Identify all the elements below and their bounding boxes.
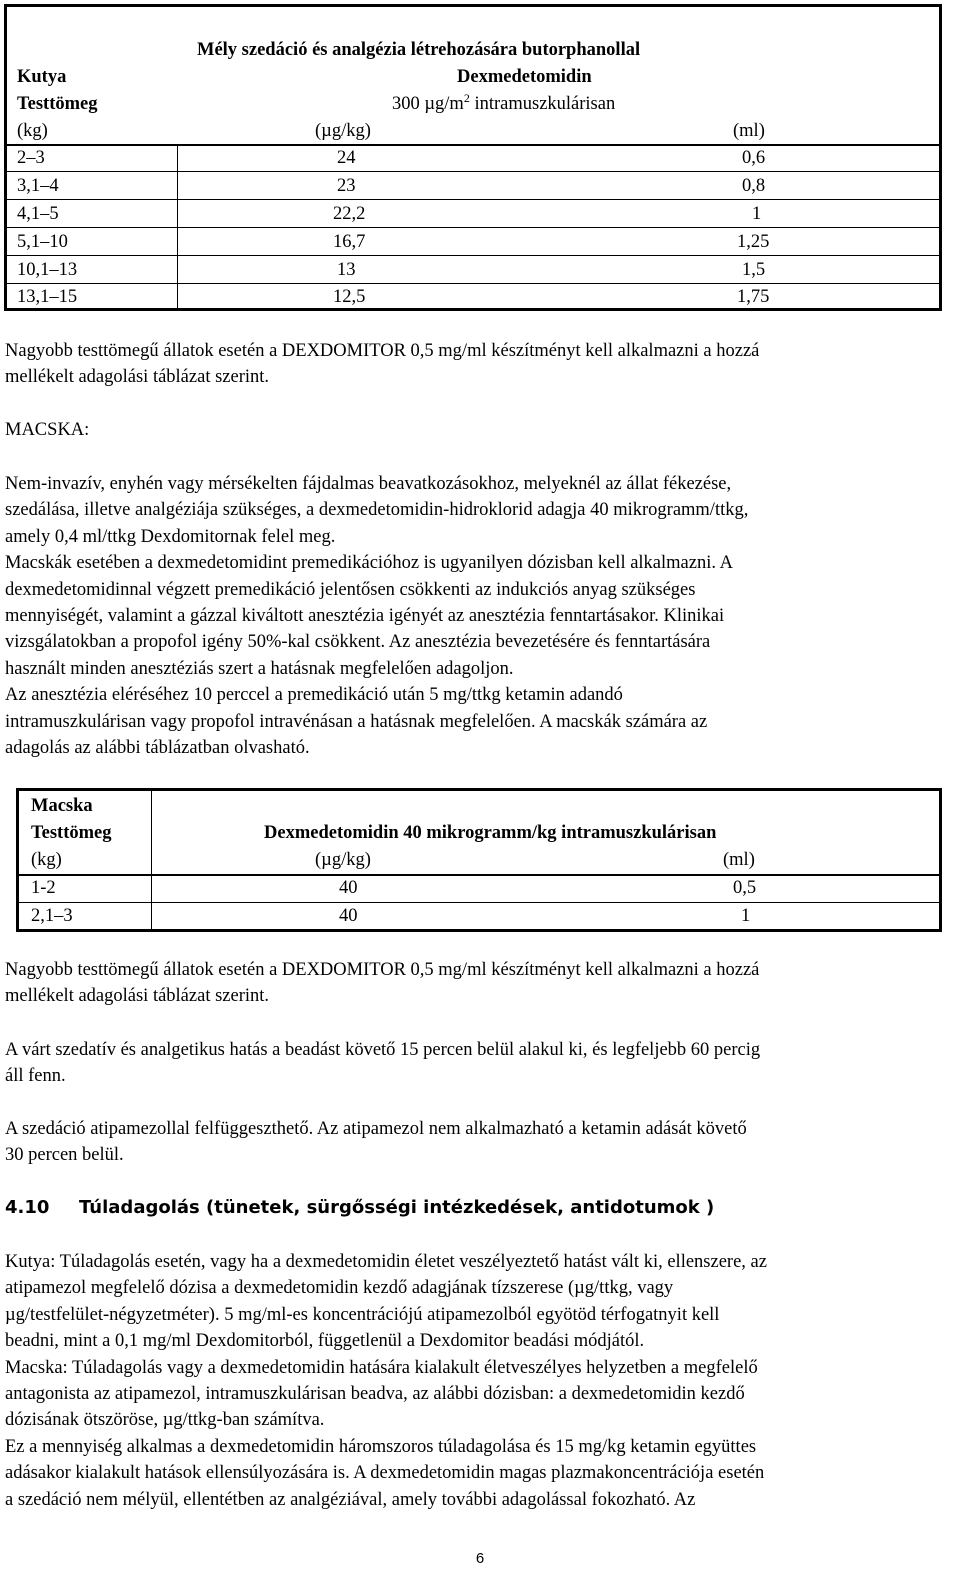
dog-row-dose: 22,2 <box>333 204 366 224</box>
dog-row-weight: 2–3 <box>17 148 45 168</box>
cat-dosage-table <box>16 788 942 932</box>
dog-unit-ml: (ml) <box>733 121 765 141</box>
cat-col2-header: Dexmedetomidin 40 mikrogramm/kg intramuszkulárisan <box>264 823 717 843</box>
cat-row-weight: 2,1–3 <box>31 906 73 926</box>
reversal-paragraph: A szedáció atipamezollal felfüggeszthető. Az atipamezol nem alkalmazható a ketamin adását követő 30 percen belül. <box>5 1119 747 1166</box>
dog-row-weight: 4,1–5 <box>17 204 59 224</box>
section-heading-4-10 <box>5 1197 714 1218</box>
cat-col1-header-1: Macska <box>31 796 93 816</box>
dog-row-volume: 0,6 <box>742 148 766 168</box>
dog-table-title: Mély szedáció és analgézia létrehozására butorphanollal <box>197 40 641 60</box>
dog-row-volume: 1 <box>752 204 762 224</box>
dog-col2-header-2: 300 $\mu g/m^2$ intramuszkulárisan <box>392 91 616 114</box>
dog-row-weight: 5,1–10 <box>17 232 68 252</box>
dog-dosage-table <box>4 4 942 311</box>
dog-row-volume: 1,5 <box>742 260 766 280</box>
page-number: 6 <box>475 1550 485 1567</box>
dog-col1-header-3: (kg) <box>17 121 48 141</box>
dog-row-volume: 1,25 <box>737 232 770 252</box>
dog-row-volume: 1,75 <box>737 287 770 307</box>
cat-row-volume: 1 <box>741 906 751 926</box>
dog-col1-header-2: Testtömeg <box>17 94 98 114</box>
dog-row-dose: 23 <box>337 176 356 196</box>
cat-row-volume: 0,5 <box>733 878 757 898</box>
cat-heading: MACSKA: <box>5 420 90 440</box>
cat-row-dose: 40 <box>339 878 358 898</box>
dog-row-dose: 12,5 <box>333 287 366 307</box>
dog-row-weight: 13,1–15 <box>17 287 78 307</box>
cat-unit-ml: (ml) <box>723 850 755 870</box>
dog-col2-header-1: Dexmedetomidin <box>457 67 592 87</box>
cat-large-weight-note: Nagyobb testtömegű állatok esetén a DEXDOMITOR 0,5 mg/ml készítményt kell alkalmazni a hozzá mellékelt adagolási táblázat szerint. <box>5 960 760 1007</box>
cat-unit-ugkg: (µg/kg) <box>315 850 371 870</box>
dog-row-volume: 0,8 <box>742 176 766 196</box>
overdose-paragraph: Kutya: Túladagolás esetén, vagy ha a dexmedetomidin életet veszélyeztető hatást vált ki, ellenszere, az atipamezol megfelelő dózisa a dexmedetomidin kezdő adagjának tízszerese (µg/ttkg, vagy µg/testfelület-négyzetméter). 5 mg/ml-es koncentrációjú atipamezolból egyötöd térfogatnyit kell beadni, mint a 0,1 mg/ml Dexdomitorból, függetlenül a Dexdomitor beadási módjától. Macska: Túladagolás vagy a dexmedetomidin hatására kialakult életveszélyes helyzetben a megfelelő antagonista az atipamezol, intramuszkulárisan beadva, az alábbi dózisban: a dexmedetomidin kezdő dózisának ötszöröse, µg/ttkg-ban számítva. Ez a mennyiség alkalmas a dexmedetomidin háromszoros túladagolása és 15 mg/kg ketamin együttes adásakor kialakult hatások ellensúlyozására is. A dexmedetomidin magas plazmakoncentrációja esetén a szedáció nem mélyül, ellentétben az analgéziával, amely további adagolással fokozható. Az <box>5 1252 767 1510</box>
dog-large-weight-note: Nagyobb testtömegű állatok esetén a DEXDOMITOR 0,5 mg/ml készítményt kell alkalmazni a hozzá mellékelt adagolási táblázat szerint. <box>5 341 760 388</box>
dog-col1-header-1: Kutya <box>17 67 67 87</box>
cat-row-dose: 40 <box>339 906 358 926</box>
section-title: Túladagolás (tünetek, sürgősségi intézkedések, antidotumok ) <box>79 1197 715 1218</box>
dog-row-weight: 10,1–13 <box>17 260 78 280</box>
dog-row-dose: 13 <box>337 260 356 280</box>
dog-row-dose: 24 <box>337 148 356 168</box>
cat-col1-header-3: (kg) <box>31 850 62 870</box>
dog-row-dose: 16,7 <box>333 232 366 252</box>
effect-paragraph: A várt szedatív és analgetikus hatás a beadást követő 15 percen belül alakul ki, és legfeljebb 60 percig áll fenn. <box>5 1040 761 1087</box>
section-number: 4.10 <box>5 1197 50 1218</box>
cat-dosage-paragraph: Nem-invazív, enyhén vagy mérsékelten fájdalmas beavatkozásokhoz, melyeknél az állat fékezése, szedálása, illetve analgéziája szükséges, a dexmedetomidin-hidroklorid adagja 40 mikrogramm/ttkg, amely 0,4 ml/ttkg Dexdomitornak felel meg. Macskák esetében a dexmedetomidint premedikációhoz is ugyanilyen dózisban kell alkalmazni. A dexmedetomidinnal végzett premedikáció jelentősen csökkenti az indukciós anyag szükséges mennyiségét, valamint a gázzal kiváltott anesztézia igényét az anesztézia fenntartásakor. Klinikai vizsgálatokban a propofol igény 50%-kal csökkent. Az anesztézia bevezetésére és fenntartására használt minden anesztéziás szert a hatásnak megfelelően adagoljon. Az anesztézia eléréséhez 10 perccel a premedikáció után 5 mg/ttkg ketamin adandó intramuszkulárisan vagy propofol intravénásan a hatásnak megfelelően. A macskák számára az adagolás az alábbi táblázatban olvasható. <box>5 474 749 759</box>
dog-unit-ugkg: (µg/kg) <box>315 121 371 141</box>
cat-row-weight: 1-2 <box>31 878 56 898</box>
dog-row-weight: 3,1–4 <box>17 176 59 196</box>
cat-col1-header-2: Testtömeg <box>31 823 112 843</box>
